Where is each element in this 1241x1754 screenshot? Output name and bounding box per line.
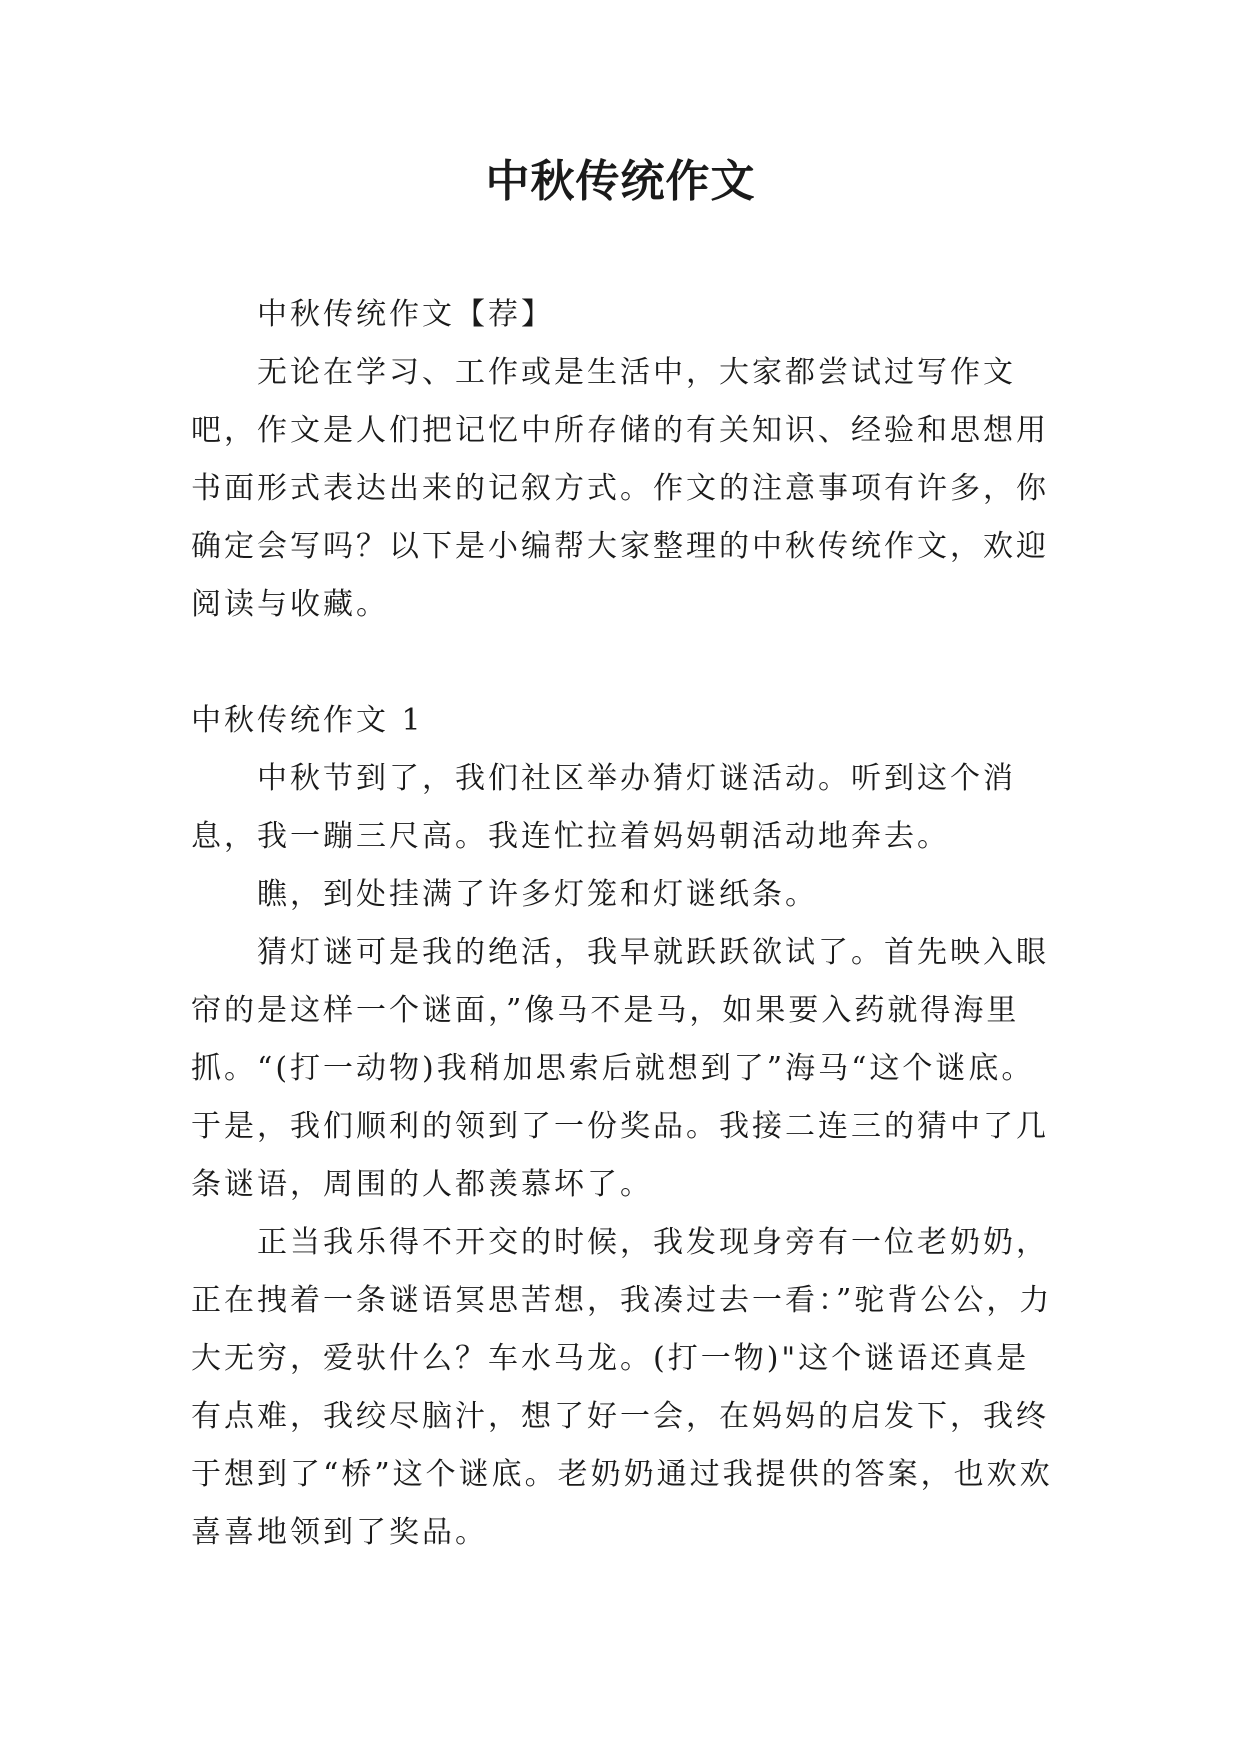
document-body <box>191 286 1053 1562</box>
document-title: 中秋传统作文 <box>485 156 756 207</box>
body-paragraph: 正当我乐得不开交的时候，我发现身旁有一位老奶奶，正在拽着一条谜语冥思苦想，我凑过去一看：”驼背公公，力大无穷，爱驮什么？车水马龙。(打一物)"这个谜语还真是有点难，我绞尽脑汁，想了好一会，在妈妈的启发下，我终于想到了“桥”这个谜底。老奶奶通过我提供的答案，也欢欢喜喜地领到了奖品。 <box>191 1225 1053 1550</box>
body-paragraph: 瞧，到处挂满了许多灯笼和灯谜纸条。 <box>257 877 818 912</box>
intro-paragraph: 无论在学习、工作或是生活中，大家都尝试过写作文吧，作文是人们把记忆中所存储的有关知识、经验和思想用书面形式表达出来的记叙方式。作文的注意事项有许多，你确定会写吗？以下是小编帮大家整理的中秋传统作文，欢迎阅读与收藏。 <box>191 355 1049 622</box>
section-heading: 中秋传统作文 1 <box>191 703 424 738</box>
body-paragraph: 中秋节到了，我们社区举办猜灯谜活动。听到这个消息，我一蹦三尺高。我连忙拉着妈妈朝活动地奔去。 <box>191 761 1016 854</box>
document-subtitle: 中秋传统作文【荐】 <box>257 297 554 332</box>
body-paragraph: 猜灯谜可是我的绝活，我早就跃跃欲试了。首先映入眼帘的是这样一个谜面，”像马不是马，如果要入药就得海里抓。“(打一动物)我稍加思索后就想到了”海马“这个谜底。于是，我们顺利的领到了一份奖品。我接二连三的猜中了几条谜语，周围的人都羡慕坏了。 <box>191 935 1049 1202</box>
